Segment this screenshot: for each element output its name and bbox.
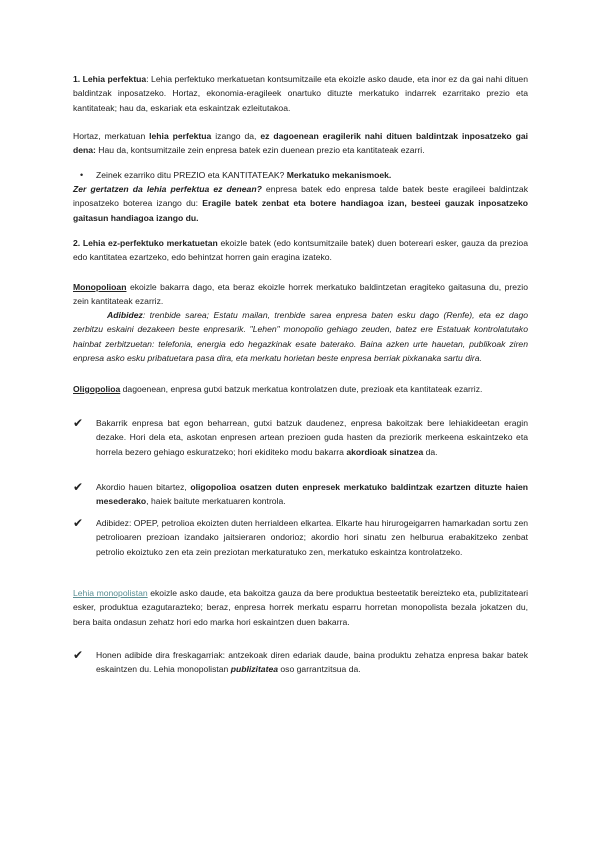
- check-item-soft-drinks: Honen adibide dira freskagarriak: antzekoak diren edariak daude, baina produktu zehatza enpresa bakar batek eskaintzen du. Lehia monopolistan publizitatea oso garrantzitsua da.: [96, 650, 528, 675]
- bullet-dot: •: [80, 170, 84, 180]
- term-monopolistic-competition-link[interactable]: Lehia monopolistan: [73, 588, 148, 598]
- bullet-item-price-question: Zeinek ezarriko ditu PREZIO eta KANTITATEAK? Merkatuko mekanismoek.: [96, 170, 392, 180]
- check-icon: ✔: [73, 416, 84, 430]
- paragraph-perfect-competition-summary: Hortaz, merkatuan lehia perfektua izango da, ez dagoenean eragilerik nahi dituen baldintzak inposatzeko gai dena: Hau da, kontsumitzaile zein enpresa batek ezin duenean prezio eta kantitateak ezarri.: [73, 131, 528, 156]
- check-icon: ✔: [73, 516, 84, 530]
- paragraph-oligopoly: Oligopolioa dagoenean, enpresa gutxi batzuk merkatua kontrolatzen dute, prezioak eta kantitateak ezarriz.: [73, 384, 483, 394]
- paragraph-monopoly: Monopolioan ekoizle bakarra dago, eta beraz ekoizle horrek merkatuko baldintzetan eragiteko gaitasuna du, prezio zein kantitateak ezarriz.: [73, 282, 528, 307]
- paragraph-monopoly-example: Adibidez: trenbide sarea; Estatu mailan, trenbide sarea enpresa baten esku dago (Renfe), eta ez dago zerbitzu eskaini dezakeen beste enpresarik. "Lehen" monopolio gehiago zeuden, batez ere Estatuak kontrolatutako hainbat zerbitzuetan: telefonia, energia edo hegazkinak esate baterako. Baina azken urte hauetan, publikoak ziren enpresa asko esku pribatuetara pasa dira, eta merkatu horietan beste enpresa berriak pixkanaka sartu dira.: [73, 310, 528, 363]
- paragraph-perfect-competition: 1. Lehia perfektua: Lehia perfektuko merkatuetan kontsumitzaile eta ekoizle asko daude, eta inor ez da gai nahi dituen baldintzak inposatzeko. Hortaz, ekonomia-eragileek onartuko dituzte merkatuko indarrek ezarritako prezio eta kantitateak; hau da, eskariak eta eskaintzak ezleitutakoa.: [73, 74, 528, 113]
- paragraph-imperfect-competition: 2. Lehia ez-perfektuko merkatuetan ekoizle batek (edo kontsumitzaile batek) duen botereari esker, gauza da prezioa edo kantitatea ezartzeko, edo behintzat horren gain eragina izateko.: [73, 238, 528, 263]
- check-icon: ✔: [73, 480, 84, 494]
- check-item-agreements: Akordio hauen bitartez, oligopolioa osatzen duten enpresek merkatuko baldintzak ezartzen dituzte haien mesederako, haiek baitute merkatuaren kontrola.: [96, 482, 528, 507]
- check-item-rivalry: Bakarrik enpresa bat egon beharrean, gutxi batzuk daudenez, enpresa bakoitzak bere lehiakideetan eragin dezake. Hori dela eta, askotan enpresen artean prezioen guda hasten da preziorik merkeena eskaintzeko eta horrela bezero gehiago eskuratzeko; hori ekiditeko modu bakarra akordioak sinatzea da.: [96, 418, 528, 457]
- check-icon: ✔: [73, 648, 84, 662]
- paragraph-monopolistic-competition: Lehia monopolistan ekoizle asko daude, eta bakoitza gauza da bere produktua besteetatik bereizteko eta, publizitateari esker, produktua ezagutarazteko; beraz, enpresa horrek merkatu esparru horretan monopolista bezala jokatzen du, bera baita ondasun zehatz hori edo marka hori eskaintzen duen bakarra.: [73, 588, 528, 627]
- section-heading: 1. Lehia perfektua: [73, 74, 147, 84]
- check-item-opep: Adibidez: OPEP, petrolioa ekoizten duten herrialdeen elkartea. Elkarte hau hirurogeigarren hamarkadan sortu zen petrolioaren prezioan izandako jaitsieraren ondorioz; akordio hori sinatu zen helburua erabakitzeko zenbat petrolio ekoiztuko zen eta zein preziotan merkaturatuko zen, merkatuko eskaintza kontrolatzeko.: [96, 518, 528, 557]
- term-oligopoly: Oligopolioa: [73, 384, 121, 394]
- section-heading: 2. Lehia ez-perfektuko merkatuetan: [73, 238, 218, 248]
- paragraph-imperfect-question: Zer gertatzen da lehia perfektua ez denean? enpresa batek edo enpresa talde batek beste eragileei baldintzak inposatzeko boterea izango du: Eragile batek zenbat eta botere handiagoa izan, besteei gauzak inposatzeko gaitasun handiagoa izango du.: [73, 184, 528, 223]
- term-monopoly: Monopolioan: [73, 282, 127, 292]
